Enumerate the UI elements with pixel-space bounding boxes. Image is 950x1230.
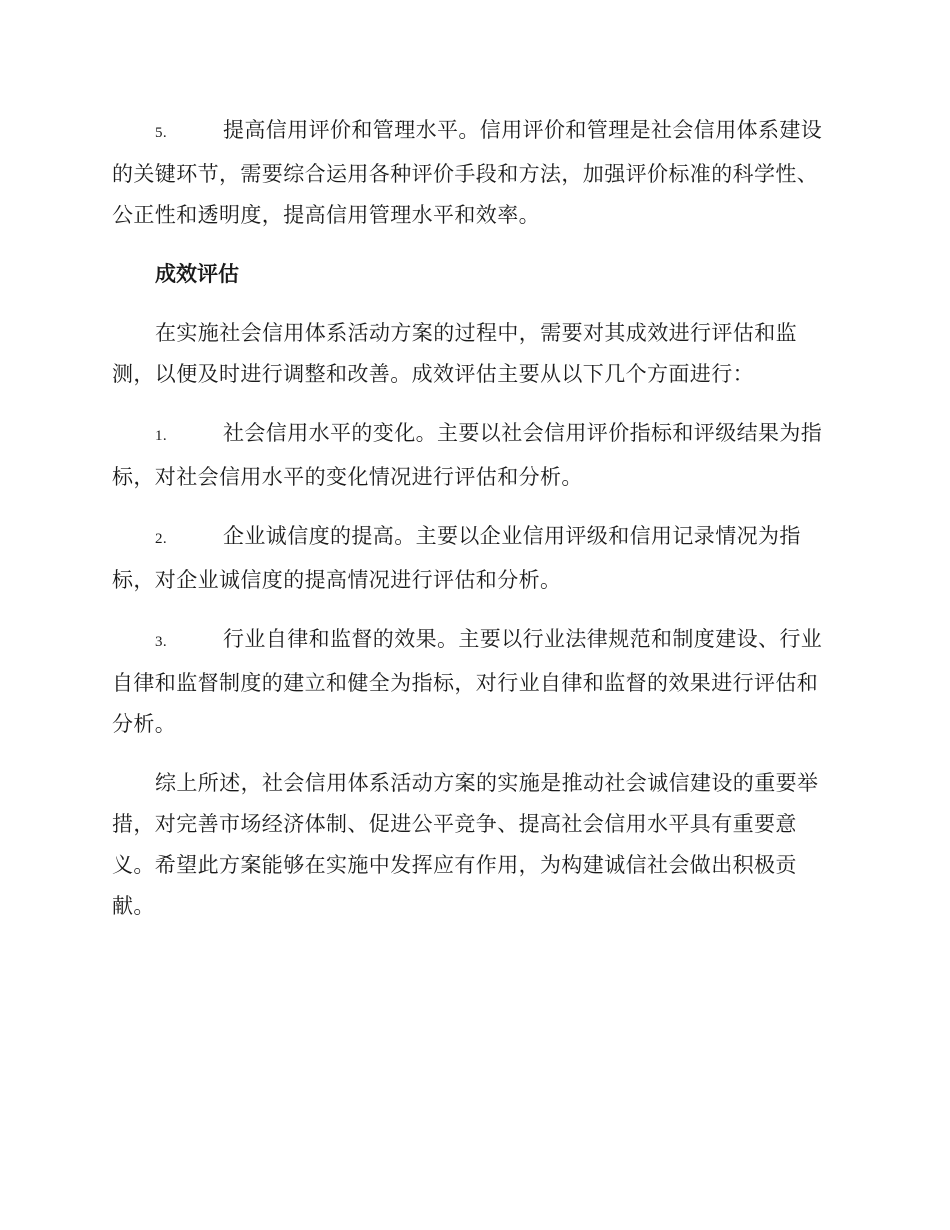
list-item-number: 3. bbox=[155, 634, 168, 650]
list-item-number: 2. bbox=[155, 531, 168, 547]
section-heading: 成效评估 bbox=[155, 262, 239, 286]
section-intro: 在实施社会信用体系活动方案的过程中，需要对其成效进行评估和监测，以便及时进行调整和改善。成效评估主要从以下几个方面进行： bbox=[112, 321, 797, 386]
list-item bbox=[112, 516, 832, 601]
list-item-number: 5. bbox=[155, 125, 168, 141]
list-item bbox=[112, 619, 832, 745]
list-item-text: 提高信用评价和管理水平。信用评价和管理是社会信用体系建设的关键环节，需要综合运用各种评价手段和方法，加强评价标准的科学性、公正性和透明度，提高信用管理水平和效率。 bbox=[112, 118, 823, 227]
list-item-text: 企业诚信度的提高。主要以企业信用评级和信用记录情况为指标，对企业诚信度的提高情况进行评估和分析。 bbox=[112, 524, 801, 592]
conclusion-paragraph: 综上所述，社会信用体系活动方案的实施是推动社会诚信建设的重要举措，对完善市场经济体制、促进公平竞争、提高社会信用水平具有重要意义。希望此方案能够在实施中发挥应有作用，为构建诚信社会做出积极贡献。 bbox=[112, 771, 819, 918]
list-item bbox=[112, 413, 832, 498]
list-item-text: 社会信用水平的变化。主要以社会信用评价指标和评级结果为指标，对社会信用水平的变化情况进行评估和分析。 bbox=[112, 421, 823, 489]
list-item bbox=[112, 110, 832, 236]
list-item-number: 1. bbox=[155, 428, 168, 444]
list-item-text: 行业自律和监督的效果。主要以行业法律规范和制度建设、行业自律和监督制度的建立和健全为指标，对行业自律和监督的效果进行评估和分析。 bbox=[112, 627, 823, 736]
